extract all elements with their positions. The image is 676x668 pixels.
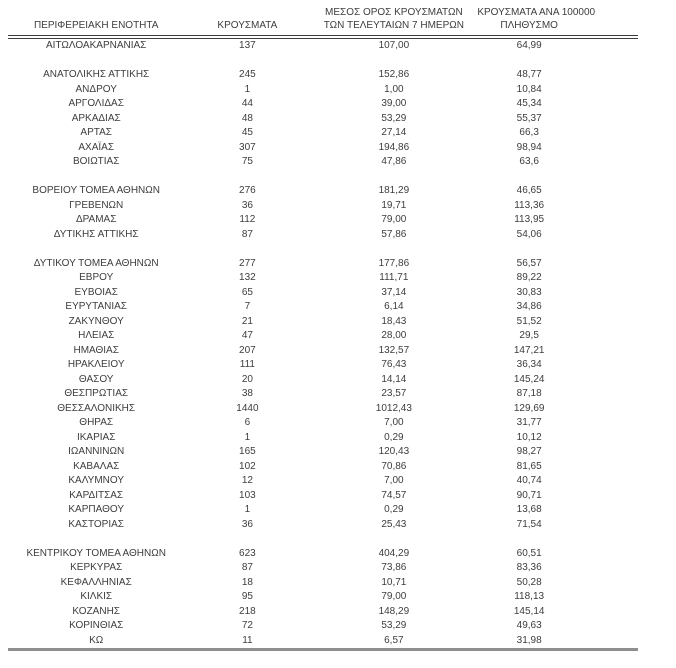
cell-region: ΑΡΤΑΣ <box>80 127 112 138</box>
cell-avg7: 18,43 <box>381 315 407 327</box>
cell-per100k <box>477 242 638 257</box>
cell-cases: 72 <box>241 620 253 631</box>
cell-avg7: 194,86 <box>378 141 410 153</box>
cell-per100k: 87,18 <box>516 388 542 399</box>
cell-region: ΚΕΝΤΡΙΚΟΥ ΤΟΜΕΑ ΑΘΗΝΩΝ <box>26 547 166 559</box>
table-row <box>8 431 638 446</box>
table-row <box>8 619 638 634</box>
table-row <box>8 126 638 141</box>
table-row <box>8 315 638 330</box>
cell-avg7: 111,71 <box>379 272 409 283</box>
cell-cases: 36 <box>241 518 253 530</box>
cell-per100k: 54,06 <box>516 228 542 240</box>
table-row <box>8 344 638 359</box>
cell-cases: 36 <box>241 199 253 211</box>
cell-per100k <box>477 54 638 69</box>
table-row <box>8 329 638 344</box>
cell-per100k: 31,77 <box>516 417 542 428</box>
cell-avg7: 6,14 <box>384 301 404 312</box>
cell-region <box>8 532 184 547</box>
cell-region <box>8 54 184 69</box>
cell-avg7: 14,14 <box>381 373 407 385</box>
cell-per100k: 48,77 <box>516 69 542 80</box>
cell-per100k: 31,98 <box>516 634 542 646</box>
cell-region: ΒΟΡΕΙΟΥ ΤΟΜΕΑ ΑΘΗΝΩΝ <box>32 185 160 196</box>
cell-region: ΙΚΑΡΙΑΣ <box>76 431 116 443</box>
cell-per100k: 36,34 <box>516 359 542 370</box>
cell-per100k: 51,52 <box>516 315 542 327</box>
cell-cases: 6 <box>244 417 251 428</box>
cell-region: ΘΗΡΑΣ <box>79 417 114 428</box>
cell-avg7: 148,29 <box>378 605 410 617</box>
regional-cases-table <box>8 6 638 651</box>
cell-per100k <box>477 532 638 547</box>
table-row <box>8 141 638 156</box>
cell-avg7: 53,29 <box>381 620 407 631</box>
cell-cases <box>184 170 310 185</box>
table-row <box>8 271 638 286</box>
cell-avg7: 37,14 <box>381 286 407 298</box>
cell-per100k <box>477 170 638 185</box>
table-row <box>8 112 638 127</box>
cell-per100k: 13,68 <box>516 504 542 515</box>
cell-avg7: 25,43 <box>381 518 407 530</box>
cell-region: ΑΝΑΤΟΛΙΚΗΣ ΑΤΤΙΚΗΣ <box>43 69 150 80</box>
table-row <box>8 445 638 460</box>
cell-cases: 276 <box>239 185 256 196</box>
cell-per100k: 113,36 <box>514 199 545 211</box>
cell-avg7: 10,71 <box>381 576 407 588</box>
table-row <box>8 228 638 243</box>
cell-avg7: 0,29 <box>384 431 404 443</box>
table-row <box>8 68 638 83</box>
cell-cases: 12 <box>241 475 253 486</box>
cell-per100k: 89,22 <box>516 272 542 283</box>
table-row <box>8 373 638 388</box>
cell-region: ΚΑΛΥΜΝΟΥ <box>68 475 124 486</box>
cell-region: ΚΟΡΙΝΘΙΑΣ <box>69 620 124 631</box>
table-row <box>8 387 638 402</box>
cell-cases: 1 <box>244 504 251 515</box>
cell-per100k: 98,94 <box>516 141 542 153</box>
table-row <box>8 416 638 431</box>
table-row <box>8 257 638 272</box>
cell-avg7: 73,86 <box>381 562 407 573</box>
table-row <box>8 503 638 518</box>
cell-region: ΚΟΖΑΝΗΣ <box>72 605 120 617</box>
cell-avg7: 39,00 <box>381 98 407 109</box>
col-header-avg7 <box>310 6 477 37</box>
cell-region: ΘΑΣΟΥ <box>78 373 114 385</box>
cell-per100k: 145,14 <box>513 605 545 617</box>
cell-cases: 38 <box>241 388 253 399</box>
table-header <box>8 6 638 37</box>
cell-region: ΚΑΒΑΛΑΣ <box>73 460 120 472</box>
cell-avg7 <box>310 170 477 185</box>
cell-per100k: 129,69 <box>513 402 545 414</box>
cell-per100k: 81,65 <box>516 460 542 472</box>
cell-avg7: 107,00 <box>378 40 410 51</box>
cell-cases: 95 <box>241 591 253 602</box>
table-row <box>8 242 638 257</box>
cell-avg7: 76,43 <box>381 359 407 370</box>
cell-region: ΚΑΡΠΑΘΟΥ <box>68 504 124 515</box>
cell-region: ΒΟΙΩΤΙΑΣ <box>72 156 120 167</box>
cell-region: ΑΧΑΪΑΣ <box>78 141 115 153</box>
table-row <box>8 199 638 214</box>
cell-cases: 65 <box>241 286 253 298</box>
table-row <box>8 54 638 69</box>
cell-region: ΓΡΕΒΕΝΩΝ <box>69 199 124 211</box>
cell-region: ΖΑΚΥΝΘΟΥ <box>68 315 124 327</box>
cell-region: ΙΩΑΝΝΙΝΩΝ <box>68 446 125 457</box>
cell-region: ΔΥΤΙΚΗΣ ΑΤΤΙΚΗΣ <box>53 228 139 240</box>
table-row <box>8 300 638 315</box>
cell-cases: 137 <box>239 40 256 51</box>
cell-avg7: 177,86 <box>378 257 410 269</box>
cell-per100k: 147,21 <box>513 344 545 356</box>
table-row <box>8 402 638 417</box>
table-row <box>8 576 638 591</box>
cell-avg7: 79,00 <box>381 591 407 602</box>
col-header-per100k-label-line1: ΚΡΟΥΣΜΑΤΑ ΑΝΑ 100000 <box>477 7 596 18</box>
cell-avg7: 47,86 <box>381 156 407 167</box>
table-row <box>8 155 638 170</box>
cell-per100k: 40,74 <box>516 475 542 486</box>
cell-cases: 103 <box>239 489 256 501</box>
cell-avg7: 28,00 <box>381 330 407 341</box>
table-row <box>8 474 638 489</box>
cell-avg7 <box>310 532 477 547</box>
table-row <box>8 184 638 199</box>
cell-region: ΗΜΑΘΙΑΣ <box>73 344 119 356</box>
cell-avg7: 57,86 <box>381 228 407 240</box>
cell-per100k: 10,84 <box>516 83 542 95</box>
cell-region: ΔΥΤΙΚΟΥ ΤΟΜΕΑ ΑΘΗΝΩΝ <box>33 257 159 269</box>
cell-region: ΚΑΣΤΟΡΙΑΣ <box>68 518 124 530</box>
cell-per100k: 50,28 <box>516 576 542 588</box>
cell-cases: 218 <box>239 605 256 617</box>
col-header-per100k-label-line2: ΠΛΗΘΥΣΜΟ <box>500 20 558 31</box>
table-row <box>8 605 638 620</box>
table-row <box>8 590 638 605</box>
cell-region: ΘΕΣΠΡΩΤΙΑΣ <box>64 388 129 399</box>
cell-avg7: 70,86 <box>381 460 407 472</box>
table-body <box>8 37 638 650</box>
cell-avg7: 1012,43 <box>375 402 412 414</box>
cell-region <box>8 170 184 185</box>
col-header-region <box>8 6 184 37</box>
cell-cases: 111 <box>239 359 255 370</box>
cell-per100k: 10,12 <box>516 431 542 443</box>
cell-avg7: 181,29 <box>378 185 410 196</box>
table-row <box>8 547 638 562</box>
cell-avg7: 7,00 <box>384 475 404 486</box>
cell-avg7 <box>310 54 477 69</box>
cell-per100k: 55,37 <box>516 112 542 124</box>
cell-cases: 20 <box>241 373 253 385</box>
cell-region: ΔΡΑΜΑΣ <box>75 214 117 225</box>
cell-per100k: 98,27 <box>516 446 542 457</box>
cell-per100k: 56,57 <box>516 257 542 269</box>
cell-region: ΚΩ <box>89 634 104 646</box>
cell-region <box>8 242 184 257</box>
cell-avg7: 1,00 <box>384 83 404 95</box>
table-row <box>8 460 638 475</box>
cell-per100k: 66,3 <box>519 127 539 138</box>
cell-per100k: 71,54 <box>516 518 542 530</box>
cell-region: ΚΑΡΔΙΤΣΑΣ <box>69 489 124 501</box>
cell-region: ΕΒΡΟΥ <box>79 272 114 283</box>
cell-region: ΑΡΚΑΔΙΑΣ <box>71 112 121 124</box>
table-row <box>8 170 638 185</box>
cell-per100k: 30,83 <box>516 286 542 298</box>
cell-cases: 47 <box>241 330 253 341</box>
cell-cases: 1 <box>244 83 251 95</box>
cell-per100k: 145,24 <box>513 373 545 385</box>
col-header-region-label: ΠΕΡΙΦΕΡΕΙΑΚΗ ΕΝΟΤΗΤΑ <box>33 20 159 31</box>
cell-region: ΕΥΡΥΤΑΝΙΑΣ <box>65 301 127 312</box>
cell-cases: 277 <box>239 257 256 269</box>
cell-per100k: 118,13 <box>514 591 545 602</box>
cell-avg7: 27,14 <box>381 127 407 138</box>
cell-avg7: 120,43 <box>378 446 410 457</box>
cell-cases: 1 <box>244 431 251 443</box>
col-header-cases <box>184 6 310 37</box>
cell-cases: 48 <box>241 112 253 124</box>
cell-cases <box>184 54 310 69</box>
col-header-avg7-label-line2: ΤΩΝ ΤΕΛΕΥΤΑΙΩΝ 7 ΗΜΕΡΩΝ <box>323 20 464 31</box>
cell-region: ΗΛΕΙΑΣ <box>78 330 115 341</box>
cell-region: ΑΡΓΟΛΙΔΑΣ <box>68 98 124 109</box>
cell-per100k: 64,99 <box>516 40 542 51</box>
table-row <box>8 97 638 112</box>
cell-avg7: 6,57 <box>384 634 404 646</box>
cell-cases: 18 <box>241 576 253 588</box>
cell-per100k: 45,34 <box>516 98 542 109</box>
cell-avg7 <box>310 242 477 257</box>
table-row <box>8 83 638 98</box>
table-row <box>8 286 638 301</box>
cell-avg7: 19,71 <box>381 199 407 211</box>
cell-avg7: 404,29 <box>378 547 410 559</box>
cell-avg7: 132,57 <box>378 344 410 356</box>
cell-avg7: 79,00 <box>381 214 407 225</box>
cell-region: ΕΥΒΟΙΑΣ <box>74 286 118 298</box>
table-row <box>8 37 638 54</box>
cell-per100k: 90,71 <box>516 489 542 501</box>
cell-cases <box>184 242 310 257</box>
cell-cases: 1440 <box>236 402 259 414</box>
cell-per100k: 34,86 <box>516 301 542 312</box>
cell-region: ΚΕΡΚΥΡΑΣ <box>70 562 123 573</box>
cell-cases: 87 <box>241 562 253 573</box>
col-header-per100k <box>477 6 638 37</box>
col-header-avg7-label-line1: ΜΕΣΟΣ ΟΡΟΣ ΚΡΟΥΣΜΑΤΩΝ <box>325 7 463 18</box>
cell-cases: 307 <box>239 141 256 153</box>
cell-region: ΚΙΛΚΙΣ <box>80 591 113 602</box>
table-row <box>8 561 638 576</box>
cell-per100k: 83,36 <box>516 562 542 573</box>
cell-per100k: 63,6 <box>519 156 539 167</box>
cell-avg7: 74,57 <box>381 489 407 501</box>
cell-cases: 45 <box>241 127 253 138</box>
table-row <box>8 532 638 547</box>
cell-region: ΚΕΦΑΛΛΗΝΙΑΣ <box>60 576 132 588</box>
cell-cases <box>184 532 310 547</box>
header-row <box>8 6 638 37</box>
table-row <box>8 358 638 373</box>
cell-cases: 87 <box>241 228 253 240</box>
cell-avg7: 7,00 <box>384 417 404 428</box>
cell-cases: 165 <box>239 446 256 457</box>
table-row <box>8 489 638 504</box>
col-header-cases-label: ΚΡΟΥΣΜΑΤΑ <box>217 20 278 31</box>
cell-cases: 7 <box>244 301 251 312</box>
cell-region: ΘΕΣΣΑΛΟΝΙΚΗΣ <box>57 402 136 414</box>
cell-cases: 11 <box>242 634 253 646</box>
table-row <box>8 518 638 533</box>
cell-avg7: 53,29 <box>381 112 407 124</box>
cell-avg7: 0,29 <box>384 504 404 515</box>
table-row <box>8 634 638 650</box>
cell-avg7: 152,86 <box>378 69 410 80</box>
cell-per100k: 46,65 <box>516 185 542 196</box>
cell-cases: 245 <box>239 69 256 80</box>
cell-per100k: 113,95 <box>514 214 545 225</box>
cell-cases: 21 <box>241 315 253 327</box>
cell-cases: 132 <box>239 272 256 283</box>
cell-region: ΗΡΑΚΛΕΙΟΥ <box>67 359 125 370</box>
cell-region: ΑΝΔΡΟΥ <box>75 83 117 95</box>
cell-per100k: 60,51 <box>516 547 542 559</box>
cell-per100k: 49,63 <box>516 620 542 631</box>
cell-cases: 102 <box>239 460 256 472</box>
cell-avg7: 23,57 <box>381 388 407 399</box>
cell-cases: 44 <box>241 98 253 109</box>
cell-region: ΑΙΤΩΛΟΑΚΑΡΝΑΝΙΑΣ <box>46 40 147 51</box>
cell-cases: 75 <box>241 156 253 167</box>
cell-cases: 207 <box>239 344 256 356</box>
table-row <box>8 213 638 228</box>
cell-per100k: 29,5 <box>519 330 539 341</box>
cell-cases: 112 <box>239 214 256 225</box>
cell-cases: 623 <box>239 547 256 559</box>
